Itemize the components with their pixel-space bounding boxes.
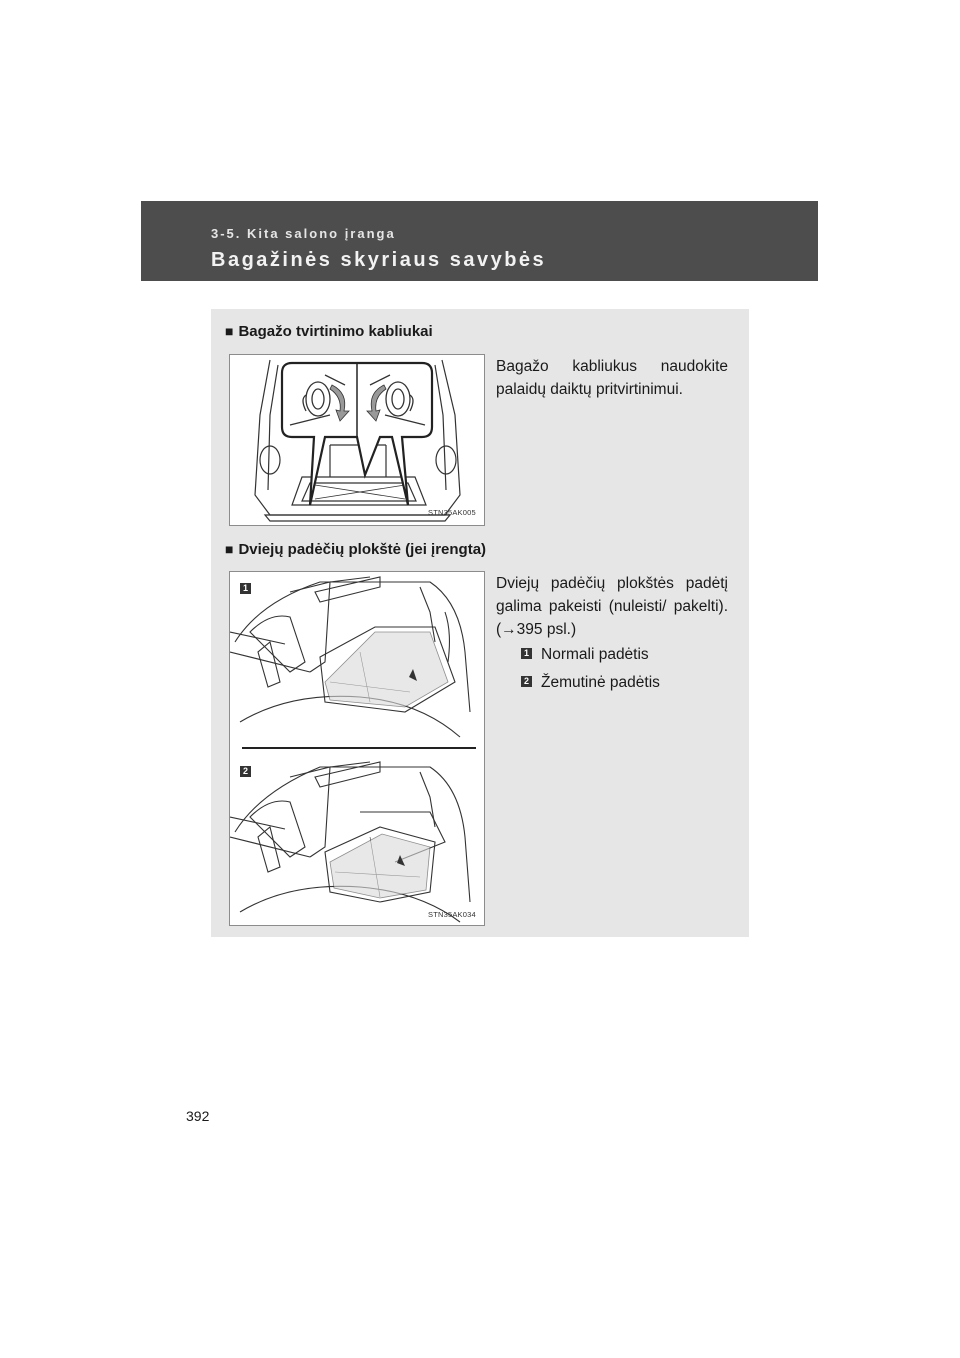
square-bullet-icon: ■ bbox=[225, 323, 234, 339]
section-heading-text: Bagažo tvirtinimo kabliukai bbox=[238, 323, 433, 340]
position-2-marker: 2 bbox=[521, 676, 532, 687]
position-1-marker: 1 bbox=[521, 648, 532, 659]
luggage-hooks-description: Bagažo kabliukus naudokite palaidų daiktų pritvirtinimui. bbox=[496, 358, 728, 398]
page-number: 392 bbox=[186, 1108, 210, 1124]
figure-code: STN35AK005 bbox=[428, 508, 476, 517]
deck-board-text: Dviejų padėčių plokštės padėtį galima pakeisti (nuleisti/ pakelti). ( bbox=[496, 575, 728, 638]
reference-arrow-icon: → bbox=[501, 621, 517, 638]
deck-board-positions-drawing bbox=[230, 572, 484, 925]
section-heading-text: Dviejų padėčių plokštė (jei įrengta) bbox=[238, 541, 487, 558]
legend-label: Žemutinė padėtis bbox=[541, 674, 660, 691]
content-panel bbox=[211, 309, 749, 937]
deck-board-description bbox=[496, 572, 728, 641]
position-1-marker: 1 bbox=[240, 583, 251, 594]
luggage-hooks-illustration bbox=[229, 354, 485, 526]
page-reference[interactable]: 395 psl.) bbox=[516, 621, 577, 638]
deck-board-illustration bbox=[229, 571, 485, 926]
section-heading-luggage-hooks bbox=[225, 323, 433, 340]
legend-label: Normali padėtis bbox=[541, 646, 649, 663]
legend-item-lower bbox=[521, 674, 660, 692]
section-label: 3-5. Kita salono įranga bbox=[211, 226, 396, 241]
position-2-marker: 2 bbox=[240, 766, 251, 777]
page-title: Bagažinės skyriaus savybės bbox=[211, 249, 547, 271]
section-heading-deck-board bbox=[225, 541, 486, 558]
legend-item-normal bbox=[521, 646, 649, 664]
cargo-area-hooks-drawing bbox=[230, 355, 484, 525]
square-bullet-icon: ■ bbox=[225, 541, 234, 557]
chapter-header bbox=[141, 201, 818, 281]
figure-code: STN35AK034 bbox=[428, 910, 476, 919]
